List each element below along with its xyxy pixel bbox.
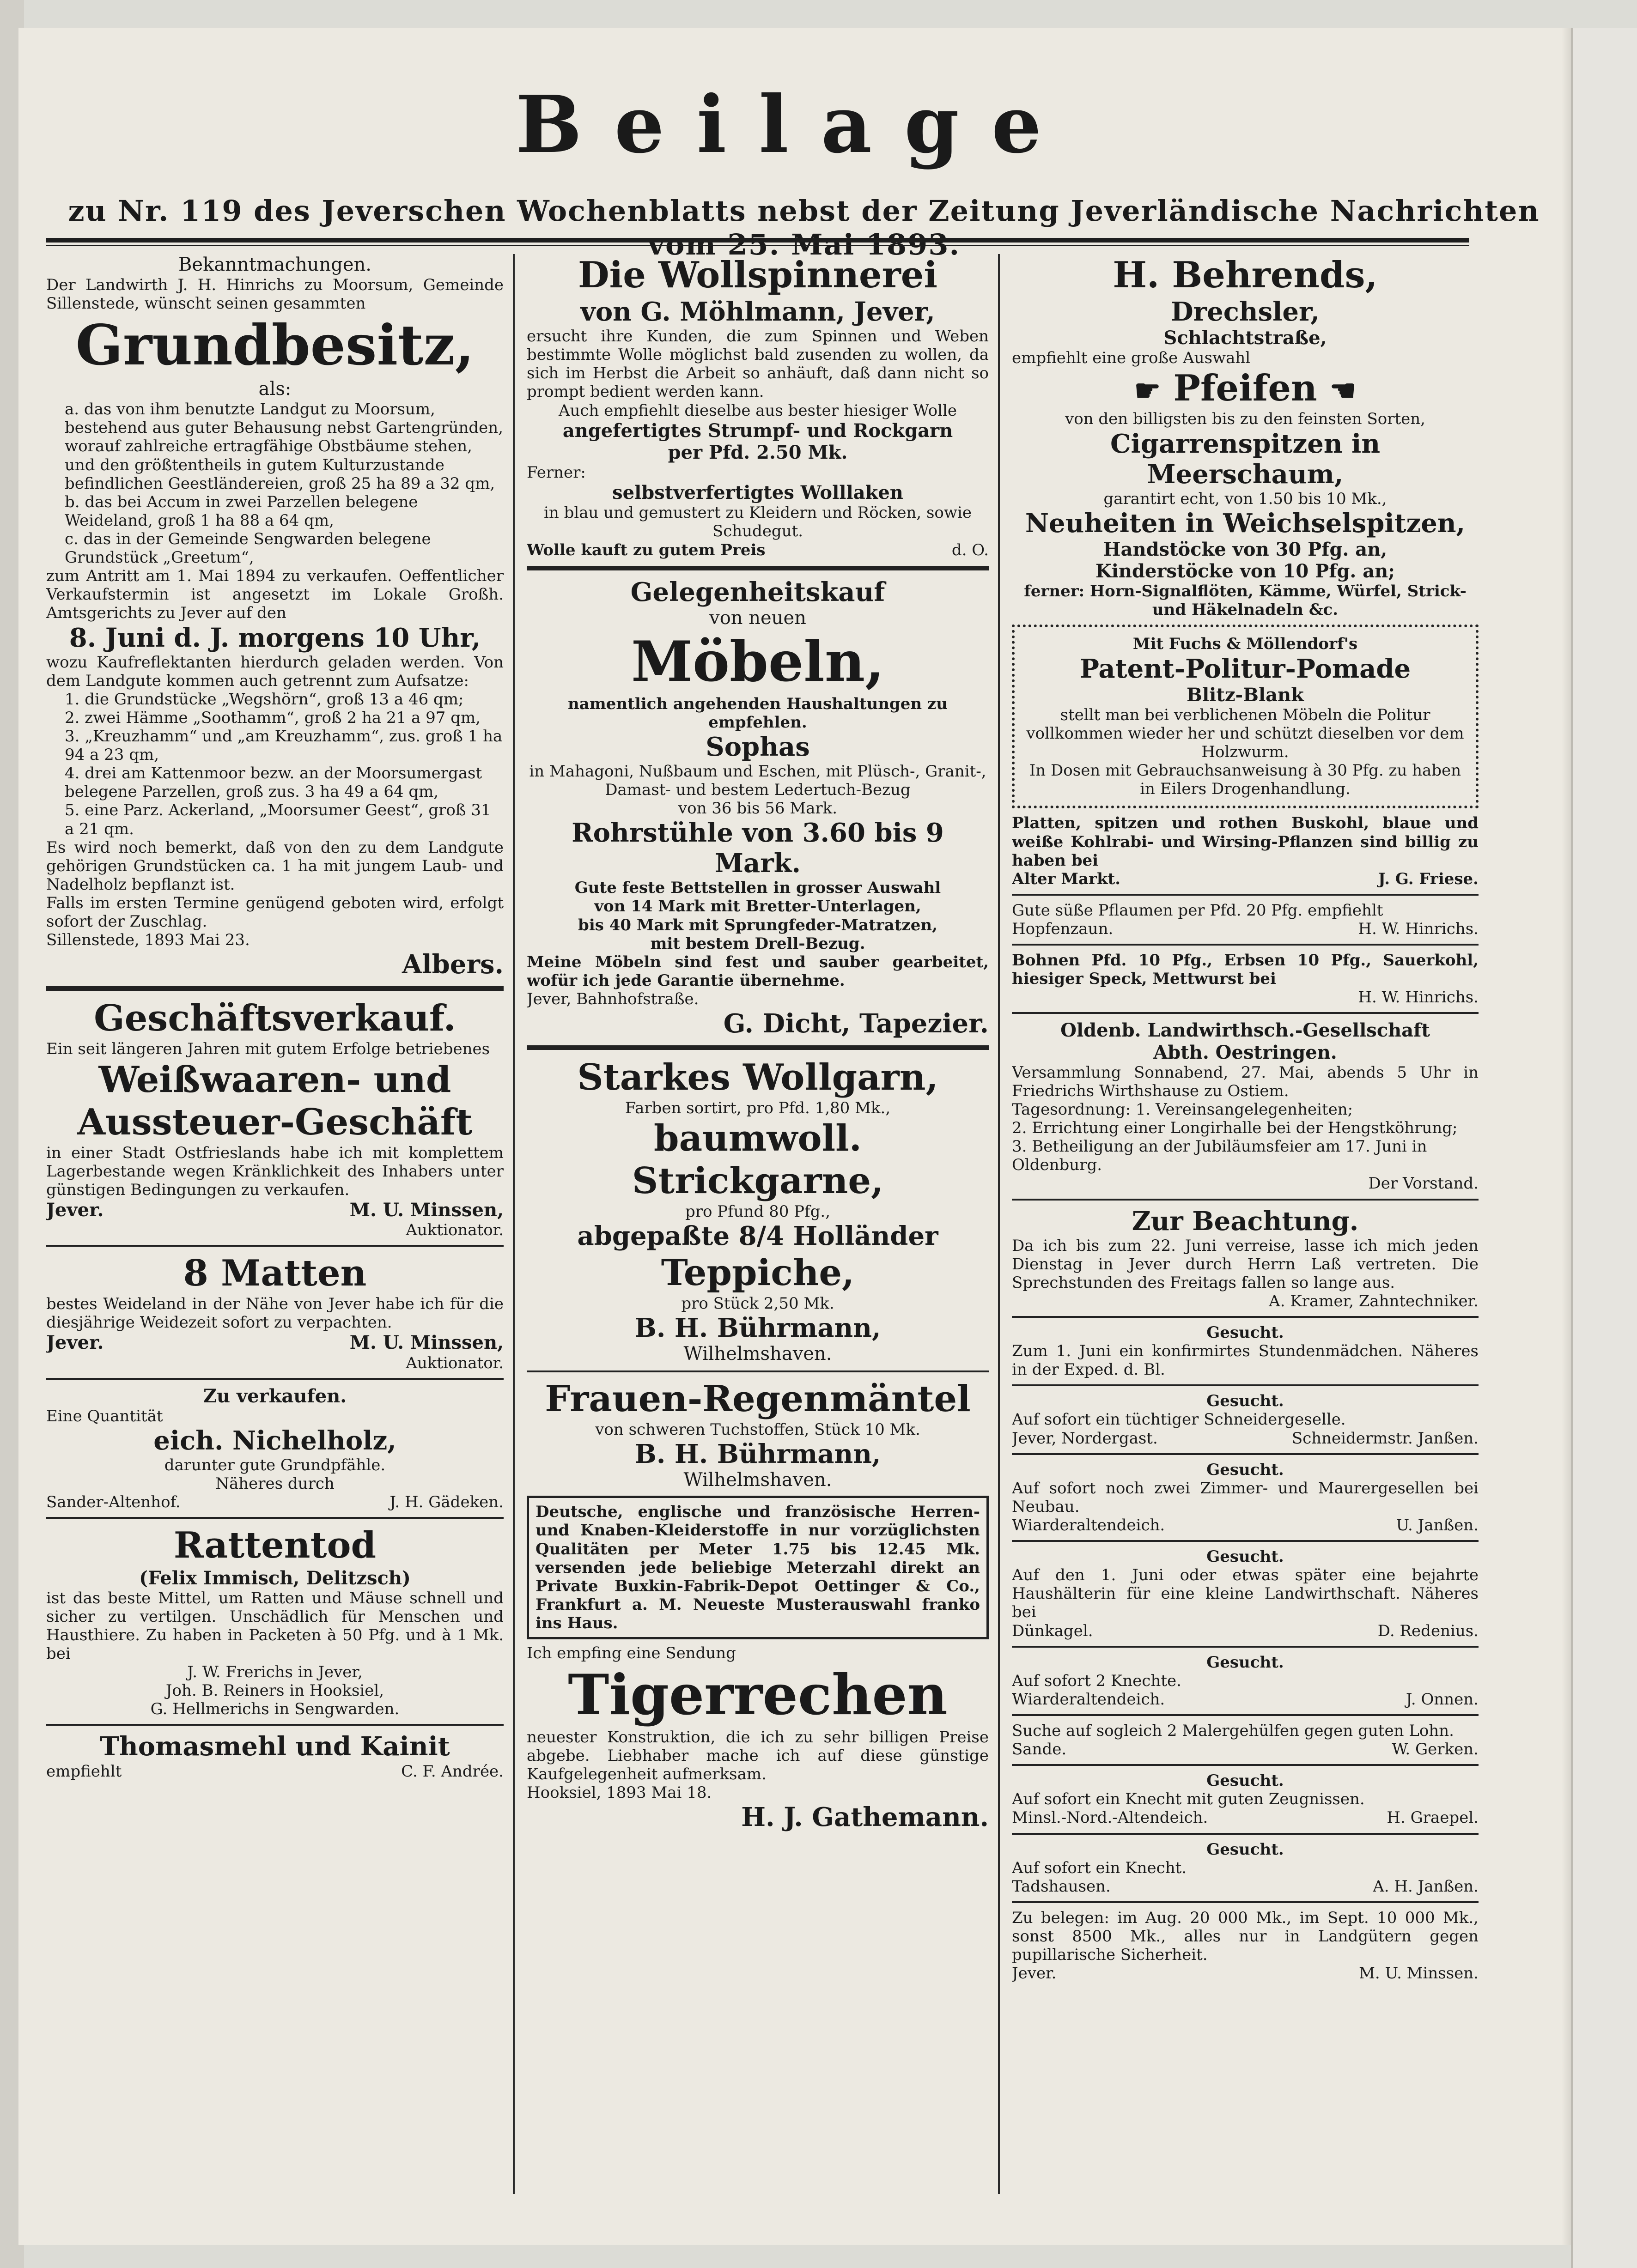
ad-headline: H. Behrends, — [1113, 254, 1378, 296]
ad-gelegenheitskauf — [527, 577, 989, 1039]
ad-headline: Frauen-Regenmäntel — [545, 1377, 971, 1420]
ad-list-item: 1. die Grundstücke „Wegshörn“, groß 13 a 46 qm; — [65, 690, 464, 709]
ad-kicker: Bekanntmachungen. — [178, 254, 371, 275]
ad-agenda-item: 3. Betheiligung an der Jubiläumsfeier am 17. Juni in Oldenburg. — [1012, 1137, 1427, 1175]
ad-text: Versammlung Sonnabend, 27. Mai, abends 5 Uhr in Friedrichs Wirthshause zu Ostiem. — [1012, 1063, 1479, 1100]
ad-sign: Der Vorstand. — [1368, 1174, 1479, 1193]
ad-name: H. J. Gathemann. — [741, 1802, 989, 1833]
wanted-title: Gesucht. — [1206, 1392, 1284, 1411]
ad-headline: Grundbesitz, — [75, 313, 475, 378]
wanted-name: A. H. Janßen. — [1373, 1877, 1479, 1896]
wanted-ad — [1012, 1461, 1479, 1534]
ad-name: A. Kramer, Zahntechniker. — [1269, 1292, 1479, 1310]
divider — [1012, 1646, 1479, 1648]
ad-text: Zu belegen: im Aug. 20 000 Mk., im Sept. 10 000 Mk., sonst 8500 Mk., alles nur in Landgütern gegen pupillarische Sicherheit. — [1012, 1908, 1479, 1965]
divider — [1012, 944, 1479, 946]
ad-geschaeftsverkauf — [46, 997, 504, 1239]
ad-street: Schlachtstraße, — [1163, 327, 1327, 349]
ad-pflaumen — [1012, 901, 1479, 938]
ad-item: c. das in der Gemeinde Sengwarden belegene Grundstück „Greetum“, — [65, 529, 431, 567]
ad-maker: (Felix Immisch, Delitzsch) — [139, 1567, 411, 1589]
divider — [1012, 894, 1479, 896]
ad-signature-row — [1012, 1964, 1479, 1983]
divider — [1012, 1714, 1479, 1716]
ad-signature-row — [1012, 870, 1479, 888]
wanted-signature-row — [1012, 1429, 1479, 1448]
divider — [527, 566, 989, 570]
wanted-place: Tadshausen. — [1012, 1877, 1111, 1896]
ad-date: 8. Juni d. J. morgens 10 Uhr, — [69, 622, 481, 653]
ad-bed-line: bis 40 Mark mit Sprungfeder-Matratzen, — [578, 916, 937, 934]
ad-text: abgepaßte 8/4 Holländer — [577, 1221, 938, 1252]
ad-left: empfiehlt — [46, 1762, 122, 1781]
ad-headline: Starkes Wollgarn, — [577, 1056, 938, 1099]
ad-place: Wilhelmshaven. — [683, 1343, 832, 1364]
wanted-signature-row — [1012, 1877, 1479, 1896]
ad-signature-row — [46, 1762, 504, 1781]
ad-text: ersucht ihre Kunden, die zum Spinnen und Weben bestimmte Wolle möglichst bald zusenden zu wollen, da sich im Herbst die Arbeit so anhäuft, daß dann nicht so prompt bedient werden kann. — [527, 327, 989, 401]
newspaper-page — [18, 28, 1571, 2245]
ad-headline-big: baumwoll. Strickgarne, — [632, 1117, 884, 1202]
wanted-title: Gesucht. — [1206, 1323, 1284, 1342]
column-3 — [1012, 254, 1479, 2222]
ad-text: Meine Möbeln sind fest und sauber gearbeitet, wofür ich jede Garantie übernehme. — [527, 952, 989, 990]
ad-intro: Ich empfing eine Sendung — [527, 1644, 736, 1663]
ad-text: wozu Kaufreflektanten hierdurch geladen werden. Von dem Landgute kommen auch getrennt zum Aufsatze: — [46, 653, 504, 690]
ad-landwirthschaft — [1012, 1019, 1479, 1193]
ad-sophas: Sophas — [706, 731, 810, 762]
wanted-signature-row — [1012, 1690, 1479, 1709]
ad-name: H. W. Hinrichs. — [1358, 919, 1479, 938]
wanted-ads — [1012, 1323, 1479, 1896]
ad-address: Jever, Bahnhofstraße. — [527, 989, 699, 1008]
ad-headline: Die Wollspinnerei — [578, 254, 938, 296]
masthead-subline: zu Nr. 119 des Jeverschen Wochenblatts nebst der Zeitung Jeverländische Nachrichten — [68, 194, 1540, 228]
ad-list-item: 2. zwei Hämme „Soothamm“, groß 2 ha 21 a 97 qm, — [65, 708, 481, 727]
ad-headline: Rattentod — [173, 1524, 377, 1567]
ad-item: b. das bei Accum in zwei Parzellen belegene Weideland, groß 1 ha 88 a 64 qm, — [65, 492, 418, 530]
ad-headline: Oldenb. Landwirthsch.-Gesellschaft — [1060, 1019, 1430, 1042]
wanted-place: Sande. — [1012, 1740, 1067, 1759]
ad-text: garantirt echt, von 1.50 bis 10 Mk., — [1103, 489, 1387, 508]
ad-seller: Joh. B. Reiners in Hooksiel, — [165, 1681, 384, 1700]
ad-news: Neuheiten in Weichselspitzen, — [1025, 508, 1466, 539]
ad-text: pro Pfund 80 Pfg., — [685, 1202, 831, 1221]
wanted-ad — [1012, 1653, 1479, 1709]
masthead-title: Beilage — [515, 79, 1074, 171]
wanted-name: W. Gerken. — [1392, 1740, 1479, 1759]
ad-seller: G. Hellmerichs in Sengwarden. — [150, 1700, 400, 1719]
wanted-title: Gesucht. — [1206, 1840, 1284, 1859]
column-2 — [527, 254, 989, 2222]
ad-zu-belegen — [1012, 1909, 1479, 1983]
wanted-signature-row — [1012, 1516, 1479, 1534]
divider — [46, 1245, 504, 1247]
wanted-ad — [1012, 1722, 1479, 1759]
ad-signature-row — [46, 1199, 504, 1221]
divider — [46, 1724, 504, 1726]
ad-headline-big: Möbeln, — [631, 629, 884, 694]
divider — [46, 1517, 504, 1519]
ad-text: Farben sortirt, pro Pfd. 1,80 Mk., — [625, 1099, 891, 1118]
ad-bed-line: Gute feste Bettstellen in grosser Auswahl — [574, 879, 941, 897]
ad-headline: Patent-Politur-Pomade — [1079, 653, 1411, 684]
ad-headline-big — [1012, 367, 1479, 410]
ad-name: M. U. Minssen, — [349, 1199, 504, 1221]
wanted-ad — [1012, 1392, 1479, 1447]
ad-place: Sander-Altenhof. — [46, 1493, 181, 1512]
divider — [1012, 1901, 1479, 1903]
ad-product: angefertigtes Strumpf- und Rockgarn — [562, 419, 953, 442]
wanted-place: Jever, Nordergast. — [1012, 1429, 1158, 1448]
ad-seller: J. W. Frerichs in Jever, — [187, 1663, 363, 1682]
divider — [1012, 1453, 1479, 1455]
ad-regenmaentel — [527, 1378, 989, 1491]
ad-name: B. H. Bührmann, — [634, 1312, 881, 1343]
ad-place: Sillenstede, 1893 Mai 23. — [46, 931, 250, 950]
ad-place: Hooksiel, 1893 Mai 18. — [527, 1783, 712, 1802]
ad-text: Falls im ersten Termine genügend geboten wird, erfolgt sofort der Zuschlag. — [46, 894, 504, 931]
ad-text: in Mahagoni, Nußbaum und Eschen, mit Plüsch-, Granit-, Damast- und bestem Ledertuch-Bezug — [529, 762, 986, 799]
wanted-title: Gesucht. — [1206, 1771, 1284, 1790]
ad-intro: Eine Quantität — [46, 1407, 163, 1425]
ad-als: als: — [258, 378, 292, 400]
divider — [527, 1045, 989, 1050]
ad-kicker: Zu verkaufen. — [203, 1385, 347, 1407]
ad-matten — [46, 1252, 504, 1372]
wanted-ad — [1012, 1547, 1479, 1640]
ad-headline: Zur Beachtung. — [1132, 1206, 1359, 1237]
ad-grundbesitz — [46, 254, 504, 980]
ad-name: B. H. Bührmann, — [634, 1439, 881, 1470]
ad-product: selbstverfertigtes Wolllaken — [612, 482, 903, 504]
ad-headline: Geschäftsverkauf. — [94, 997, 456, 1040]
ad-beachtung — [1012, 1206, 1479, 1311]
ad-tigerrechen — [527, 1644, 989, 1832]
ad-name: M. U. Minssen, — [349, 1332, 504, 1354]
ad-name: M. U. Minssen. — [1359, 1964, 1479, 1983]
ad-headline-big: Cigarrenspitzen in Meerschaum, — [1110, 428, 1381, 490]
wanted-text: Zum 1. Juni ein konfirmirtes Stundenmädchen. Näheres in der Exped. d. Bl. — [1012, 1342, 1479, 1379]
ad-text: neuester Konstruktion, die ich zu sehr billigen Preise abgebe. Liebhaber mache ich auf diese günstige Kaufgelegenheit aufmerksam. — [527, 1728, 989, 1784]
ad-signature-row — [1012, 920, 1479, 938]
wanted-name: H. Graepel. — [1387, 1808, 1479, 1827]
ad-text: zum Antritt am 1. Mai 1894 zu verkaufen. Oeffentlicher Verkaufstermin ist angesetzt im Lokale Großh. Amtsgerichts zu Jever auf den — [46, 567, 504, 623]
ad-place: Hopfenzaun. — [1012, 919, 1114, 938]
wanted-place: Wiarderaltendeich. — [1012, 1516, 1165, 1535]
divider — [1012, 1384, 1479, 1386]
wanted-title: Gesucht. — [1206, 1460, 1284, 1479]
wanted-place: Wiarderaltendeich. — [1012, 1690, 1165, 1709]
wanted-signature-row — [1012, 1622, 1479, 1640]
ad-text: Es wird noch bemerkt, daß von den zu dem Landgute gehörigen Grundstücken ca. 1 ha mit jungem Laub- und Nadelholz bepflanzt ist. — [46, 838, 504, 894]
masthead-rule — [46, 238, 1469, 243]
page-edge-right — [1571, 28, 1637, 2268]
ad-signature-row — [46, 1332, 504, 1353]
ad-headline: eich. Nichelholz, — [153, 1425, 396, 1456]
ad-brand: Blitz-Blank — [1187, 684, 1304, 706]
ad-list-item: 5. eine Parz. Ackerland, „Moorsumer Geest“, groß 31 a 21 qm. — [65, 801, 491, 838]
wanted-name: D. Redenius. — [1377, 1621, 1479, 1640]
divider — [1012, 1199, 1479, 1201]
divider — [1012, 1833, 1479, 1835]
divider — [527, 1371, 989, 1372]
ad-pfeifen: Pfeifen — [1173, 367, 1317, 410]
ad-bohnen — [1012, 951, 1479, 1007]
ad-teppiche: Teppiche, — [661, 1251, 855, 1294]
masthead-rule-thin — [46, 245, 1469, 246]
ad-name: J. G. Friese. — [1378, 869, 1479, 888]
wanted-name: Schneidermstr. Janßen. — [1291, 1429, 1479, 1448]
divider — [1012, 1540, 1479, 1542]
wanted-text: Auf sofort ein Knecht mit guten Zeugnissen. — [1012, 1790, 1365, 1809]
wanted-ad — [1012, 1840, 1479, 1896]
ad-place: Alter Markt. — [1012, 869, 1121, 888]
ad-sub: von neuen — [709, 607, 806, 629]
ad-text: stellt man bei verblichenen Möbeln die Politur vollkommen wieder her und schützt dieselben vor dem Holzwurm. — [1026, 705, 1464, 762]
ad-footer-row — [527, 541, 989, 559]
ad-wollspinnerei — [527, 254, 989, 559]
ad-chairs: Rohrstühle von 3.60 bis 9 Mark. — [572, 818, 944, 879]
ad-intro: Der Landwirth J. H. Hinrichs zu Moorsum, Gemeinde Sillenstede, wünscht seinen gesammten — [46, 276, 504, 313]
divider — [1012, 1012, 1479, 1014]
ad-list-item: 3. „Kreuzhamm“ und „am Kreuzhamm“, zus. groß 1 ha 94 a 23 qm, — [65, 727, 503, 764]
ad-place: Jever. — [46, 1199, 104, 1221]
wanted-text: Suche auf sogleich 2 Malergehülfen gegen guten Lohn. — [1012, 1722, 1454, 1740]
wanted-text: Auf den 1. Juni oder etwas später eine bejahrte Haushälterin für eine kleine Landwirthschaft. Näheres bei — [1012, 1566, 1479, 1622]
wanted-text: Auf sofort ein Knecht. — [1012, 1858, 1187, 1877]
divider — [46, 986, 504, 991]
ad-text: Platten, spitzen und rothen Buskohl, blaue und weiße Kohlrabi- und Wirsing-Pflanzen sind billig zu haben bei — [1012, 814, 1479, 870]
ad-role: Auktionator. — [406, 1353, 504, 1372]
ad-text: Da ich bis zum 22. Juni verreise, lasse ich mich jeden Dienstag in Jever durch Herrn Laß vertreten. Die Sprechstunden des Freitags fallen so lange aus. — [1012, 1236, 1479, 1292]
ad-text: namentlich angehenden Haushaltungen zu empfehlen. — [568, 694, 948, 732]
ad-headline: Tigerrechen — [568, 1662, 948, 1728]
ad-text: Gute süße Pflaumen per Pfd. 20 Pfg. empfiehlt — [1012, 901, 1383, 920]
ad-intro: Ein seit längeren Jahren mit gutem Erfolge betriebenes — [46, 1040, 490, 1059]
ad-place: Jever. — [46, 1332, 104, 1354]
ad-wollgarn — [527, 1056, 989, 1365]
ad-agenda: Tagesordnung: 1. Vereinsangelegenheiten; — [1012, 1100, 1353, 1119]
ad-politur-pomade — [1012, 625, 1479, 808]
ad-behrends — [1012, 254, 1479, 619]
divider — [1012, 1316, 1479, 1318]
ad-ferner: Ferner: — [527, 463, 586, 482]
ad-text: Näheres durch — [215, 1474, 335, 1493]
ad-headline: Thomasmehl und Kainit — [100, 1731, 450, 1762]
pointing-hand-right-icon: ☛ — [1134, 374, 1161, 409]
ad-text: pro Stück 2,50 Mk. — [681, 1294, 834, 1313]
column-separator-2 — [998, 254, 1000, 2194]
ad-text: empfiehlt eine große Auswahl — [1012, 349, 1251, 368]
wanted-text: Auf sofort 2 Knechte. — [1012, 1671, 1181, 1690]
wanted-signature-row — [1012, 1808, 1479, 1827]
ad-signature: Albers. — [402, 949, 504, 980]
ad-headline: Gelegenheitskauf — [630, 576, 885, 607]
ad-text: von den billigsten bis zu den feinsten Sorten, — [1065, 410, 1425, 429]
ad-bed-line: von 14 Mark mit Bretter-Unterlagen, — [594, 897, 921, 916]
ad-text: von schweren Tuchstoffen, Stück 10 Mk. — [595, 1420, 920, 1439]
pointing-hand-left-icon: ☚ — [1329, 374, 1357, 409]
ad-bed-line: mit bestem Drell-Bezug. — [650, 934, 865, 953]
ad-text: bestes Weideland in der Nähe von Jever habe ich für die diesjährige Weidezeit sofort zu verpachten. — [46, 1295, 504, 1332]
ad-headline-big: Weißwaaren- und — [98, 1058, 451, 1101]
ad-text: in einer Stadt Ostfrieslands habe ich mit komplettem Lagerbestande wegen Kränklichkeit des Inhabers unter günstigen Bedingungen zu verkaufen. — [46, 1143, 504, 1199]
ad-signature-row — [46, 1493, 504, 1511]
wanted-text: Auf sofort ein tüchtiger Schneidergeselle. — [1012, 1410, 1346, 1429]
ad-name: H. W. Hinrichs. — [1358, 988, 1479, 1007]
wanted-title: Gesucht. — [1206, 1653, 1284, 1672]
ad-text: von 36 bis 56 Mark. — [678, 799, 838, 818]
ad-kleiderstoffe — [527, 1496, 989, 1639]
ad-name: G. Dicht, Tapezier. — [723, 1008, 989, 1039]
ad-place: Jever. — [1012, 1964, 1057, 1983]
ad-text: In Dosen mit Gebrauchsanweisung à 30 Pfg. zu haben in Eilers Drogenhandlung. — [1029, 761, 1461, 799]
wanted-name: U. Janßen. — [1396, 1516, 1479, 1535]
ad-headline-big: Aussteuer-Geschäft — [77, 1101, 473, 1143]
ad-firm: von G. Möhlmann, Jever, — [580, 297, 935, 327]
ad-text: ist das beste Mittel, um Ratten und Mäuse schnell und sicher zu vertilgen. Unschädlich für Menschen und Hausthiere. Zu haben in Packeten à 50 Pfg. und à 1 Mk. bei — [46, 1589, 504, 1663]
ad-item: a. das von ihm benutzte Landgut zu Moorsum, bestehend aus guter Behausung nebst Gartengründen, worauf zahlreiche ertragfähige Obstbäume stehen, und den größtentheils in gutem Kulturzustande befindlichen Geestländereien, groß 25 ha 89 a 32 qm, — [65, 400, 503, 493]
ad-thomasmehl — [46, 1731, 504, 1780]
ad-text: in blau und gemustert zu Kleidern und Röcken, sowie Schudegut. — [543, 503, 972, 541]
wanted-title: Gesucht. — [1206, 1547, 1284, 1566]
ad-sticks: Handstöcke von 30 Pfg. an, — [1103, 538, 1387, 560]
wanted-place: Minsl.-Nord.-Altendeich. — [1012, 1808, 1208, 1827]
ad-kohl — [1012, 814, 1479, 888]
ad-text: Deutsche, englische und französische Herren- und Knaben-Kleiderstoffe in nur vorzüglichsten Qualitäten per Meter 1.75 bis 12.45 Mk. versenden jede beliebige Meterzahl direkt an Private Buxkin-Fabrik-Depot Oettinger & Co., Frankfurt a. M. Neueste Musterauswahl franko ins Haus. — [536, 1503, 980, 1632]
ad-text: Bohnen Pfd. 10 Pfg., Erbsen 10 Pfg., Sauerkohl, hiesiger Speck, Mettwurst bei — [1012, 951, 1479, 988]
ad-footer: d. O. — [951, 540, 989, 559]
ad-role: Drechsler, — [1171, 297, 1320, 327]
column-1 — [46, 254, 504, 2222]
wanted-ad — [1012, 1771, 1479, 1827]
ad-headline: 8 Matten — [183, 1252, 367, 1295]
ad-rattentod — [46, 1524, 504, 1718]
ad-kids: Kinderstöcke von 10 Pfg. an; — [1095, 560, 1395, 582]
wanted-name: J. Onnen. — [1406, 1690, 1479, 1709]
ad-agenda-item: 2. Errichtung einer Longirhalle bei der Hengstköhrung; — [1012, 1119, 1458, 1138]
column-separator-1 — [513, 254, 515, 2194]
ad-role: Auktionator. — [406, 1221, 504, 1240]
ad-price: per Pfd. 2.50 Mk. — [668, 441, 848, 463]
divider — [46, 1378, 504, 1380]
ad-name: J. H. Gädeken. — [389, 1493, 504, 1512]
ad-text: darunter gute Grundpfähle. — [164, 1456, 386, 1475]
ad-sub: Abth. Oestringen. — [1153, 1041, 1337, 1063]
ad-text: ferner: Horn-Signalflöten, Kämme, Würfel, Strick- und Häkelnadeln &c. — [1024, 582, 1467, 619]
wanted-text: Auf sofort noch zwei Zimmer- und Maurergesellen bei Neubau. — [1012, 1479, 1479, 1516]
ad-text: Mit Fuchs & Möllendorf's — [1132, 635, 1358, 654]
ad-footer: Wolle kauft zu gutem Preis — [527, 540, 766, 559]
ad-nichelholz — [46, 1385, 504, 1512]
ad-text: Auch empfiehlt dieselbe aus bester hiesiger Wolle — [558, 401, 957, 420]
wanted-place: Dünkagel. — [1012, 1621, 1093, 1640]
wanted-signature-row — [1012, 1740, 1479, 1759]
wanted-ad — [1012, 1323, 1479, 1379]
ad-place: Wilhelmshaven. — [683, 1469, 832, 1491]
ad-list-item: 4. drei am Kattenmoor bezw. an der Moorsumergast belegene Parzellen, groß zus. 3 ha 49 a 64 qm, — [65, 764, 482, 801]
divider — [1012, 1764, 1479, 1766]
ad-name: C. F. Andrée. — [401, 1762, 504, 1781]
